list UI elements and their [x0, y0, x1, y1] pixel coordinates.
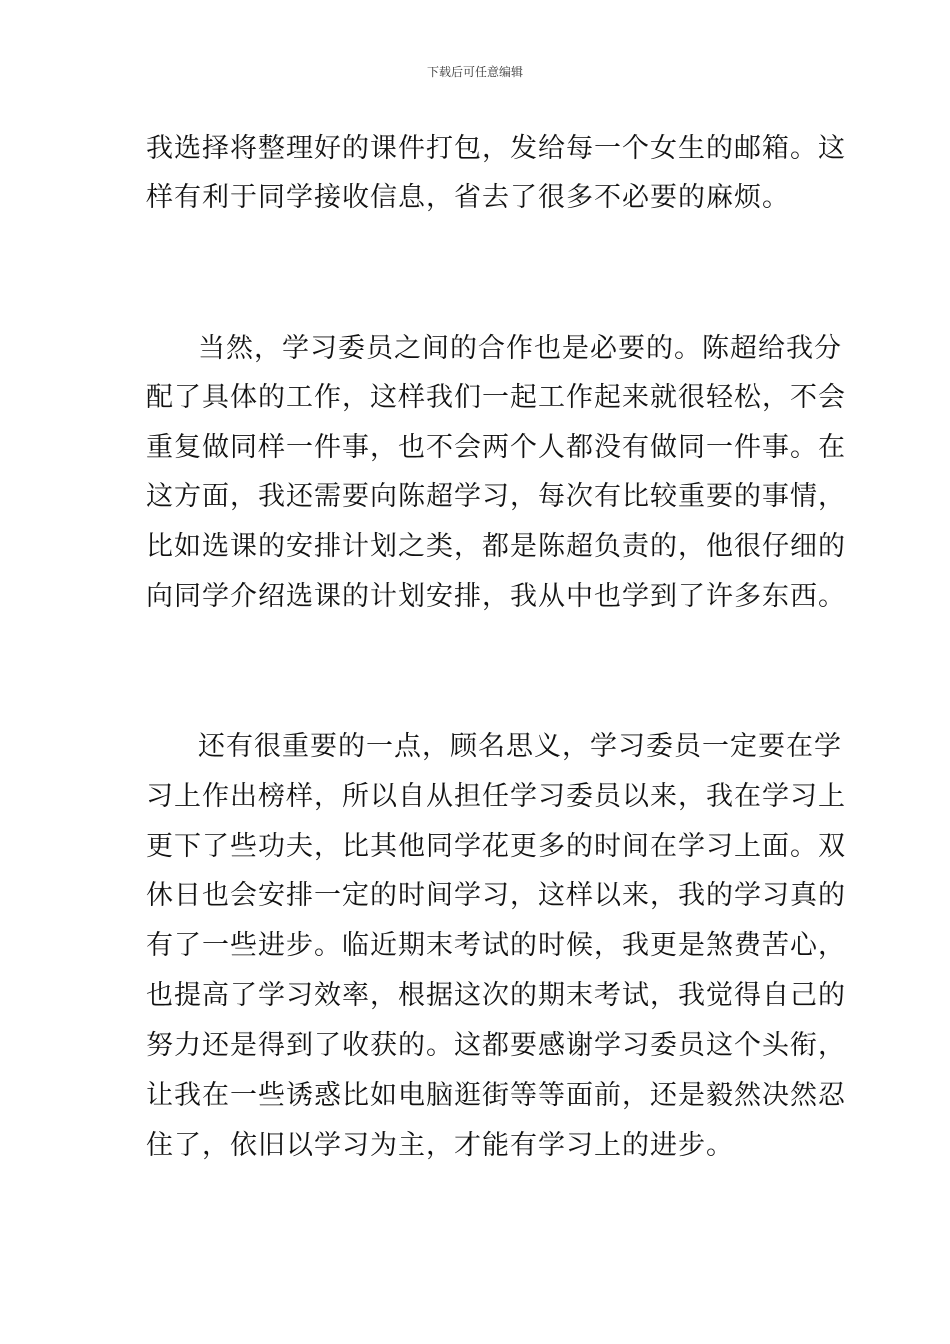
paragraph-3-line-6: 也提高了学习效率，根据这次的期末考试，我觉得自己的 [146, 980, 846, 1011]
paragraph-2-line-5: 比如选课的安排计划之类，都是陈超负责的，他很仔细的 [146, 531, 846, 562]
paragraph-3-line-5: 有了一些进步。临近期末考试的时候，我更是煞费苦心， [146, 930, 846, 961]
paragraph-2-line-4: 这方面，我还需要向陈超学习，每次有比较重要的事情， [146, 481, 846, 512]
paragraph-1-line-1: 我选择将整理好的课件打包，发给每一个女生的邮箱。这 [146, 133, 846, 164]
paragraph-3-line-7: 努力还是得到了收获的。这都要感谢学习委员这个头衔， [146, 1030, 846, 1061]
paragraph-3-line-3: 更下了些功夫，比其他同学花更多的时间在学习上面。双 [146, 831, 846, 862]
paragraph-3-line-8: 让我在一些诱惑比如电脑逛街等等面前，还是毅然决然忍 [146, 1080, 846, 1111]
paragraph-3-line-4: 休日也会安排一定的时间学习，这样以来，我的学习真的 [146, 880, 846, 911]
paragraph-3-line-9: 住了，依旧以学习为主，才能有学习上的进步。 [146, 1130, 734, 1161]
paragraph-3-line-1: 还有很重要的一点，顾名思义，学习委员一定要在学 [198, 731, 842, 762]
paragraph-2-line-2: 配了具体的工作，这样我们一起工作起来就很轻松，不会 [146, 382, 846, 413]
paragraph-2-line-1: 当然，学习委员之间的合作也是必要的。陈超给我分 [198, 333, 842, 364]
page-header: 下载后可任意编辑 [426, 65, 523, 79]
paragraph-1-line-2: 样有利于同学接收信息，省去了很多不必要的麻烦。 [146, 182, 790, 213]
paragraph-2-line-3: 重复做同样一件事，也不会两个人都没有做同一件事。在 [146, 432, 846, 463]
paragraph-2-line-6: 向同学介绍选课的计划安排，我从中也学到了许多东西。 [146, 581, 846, 612]
paragraph-3-line-2: 习上作出榜样，所以自从担任学习委员以来，我在学习上 [146, 781, 846, 812]
